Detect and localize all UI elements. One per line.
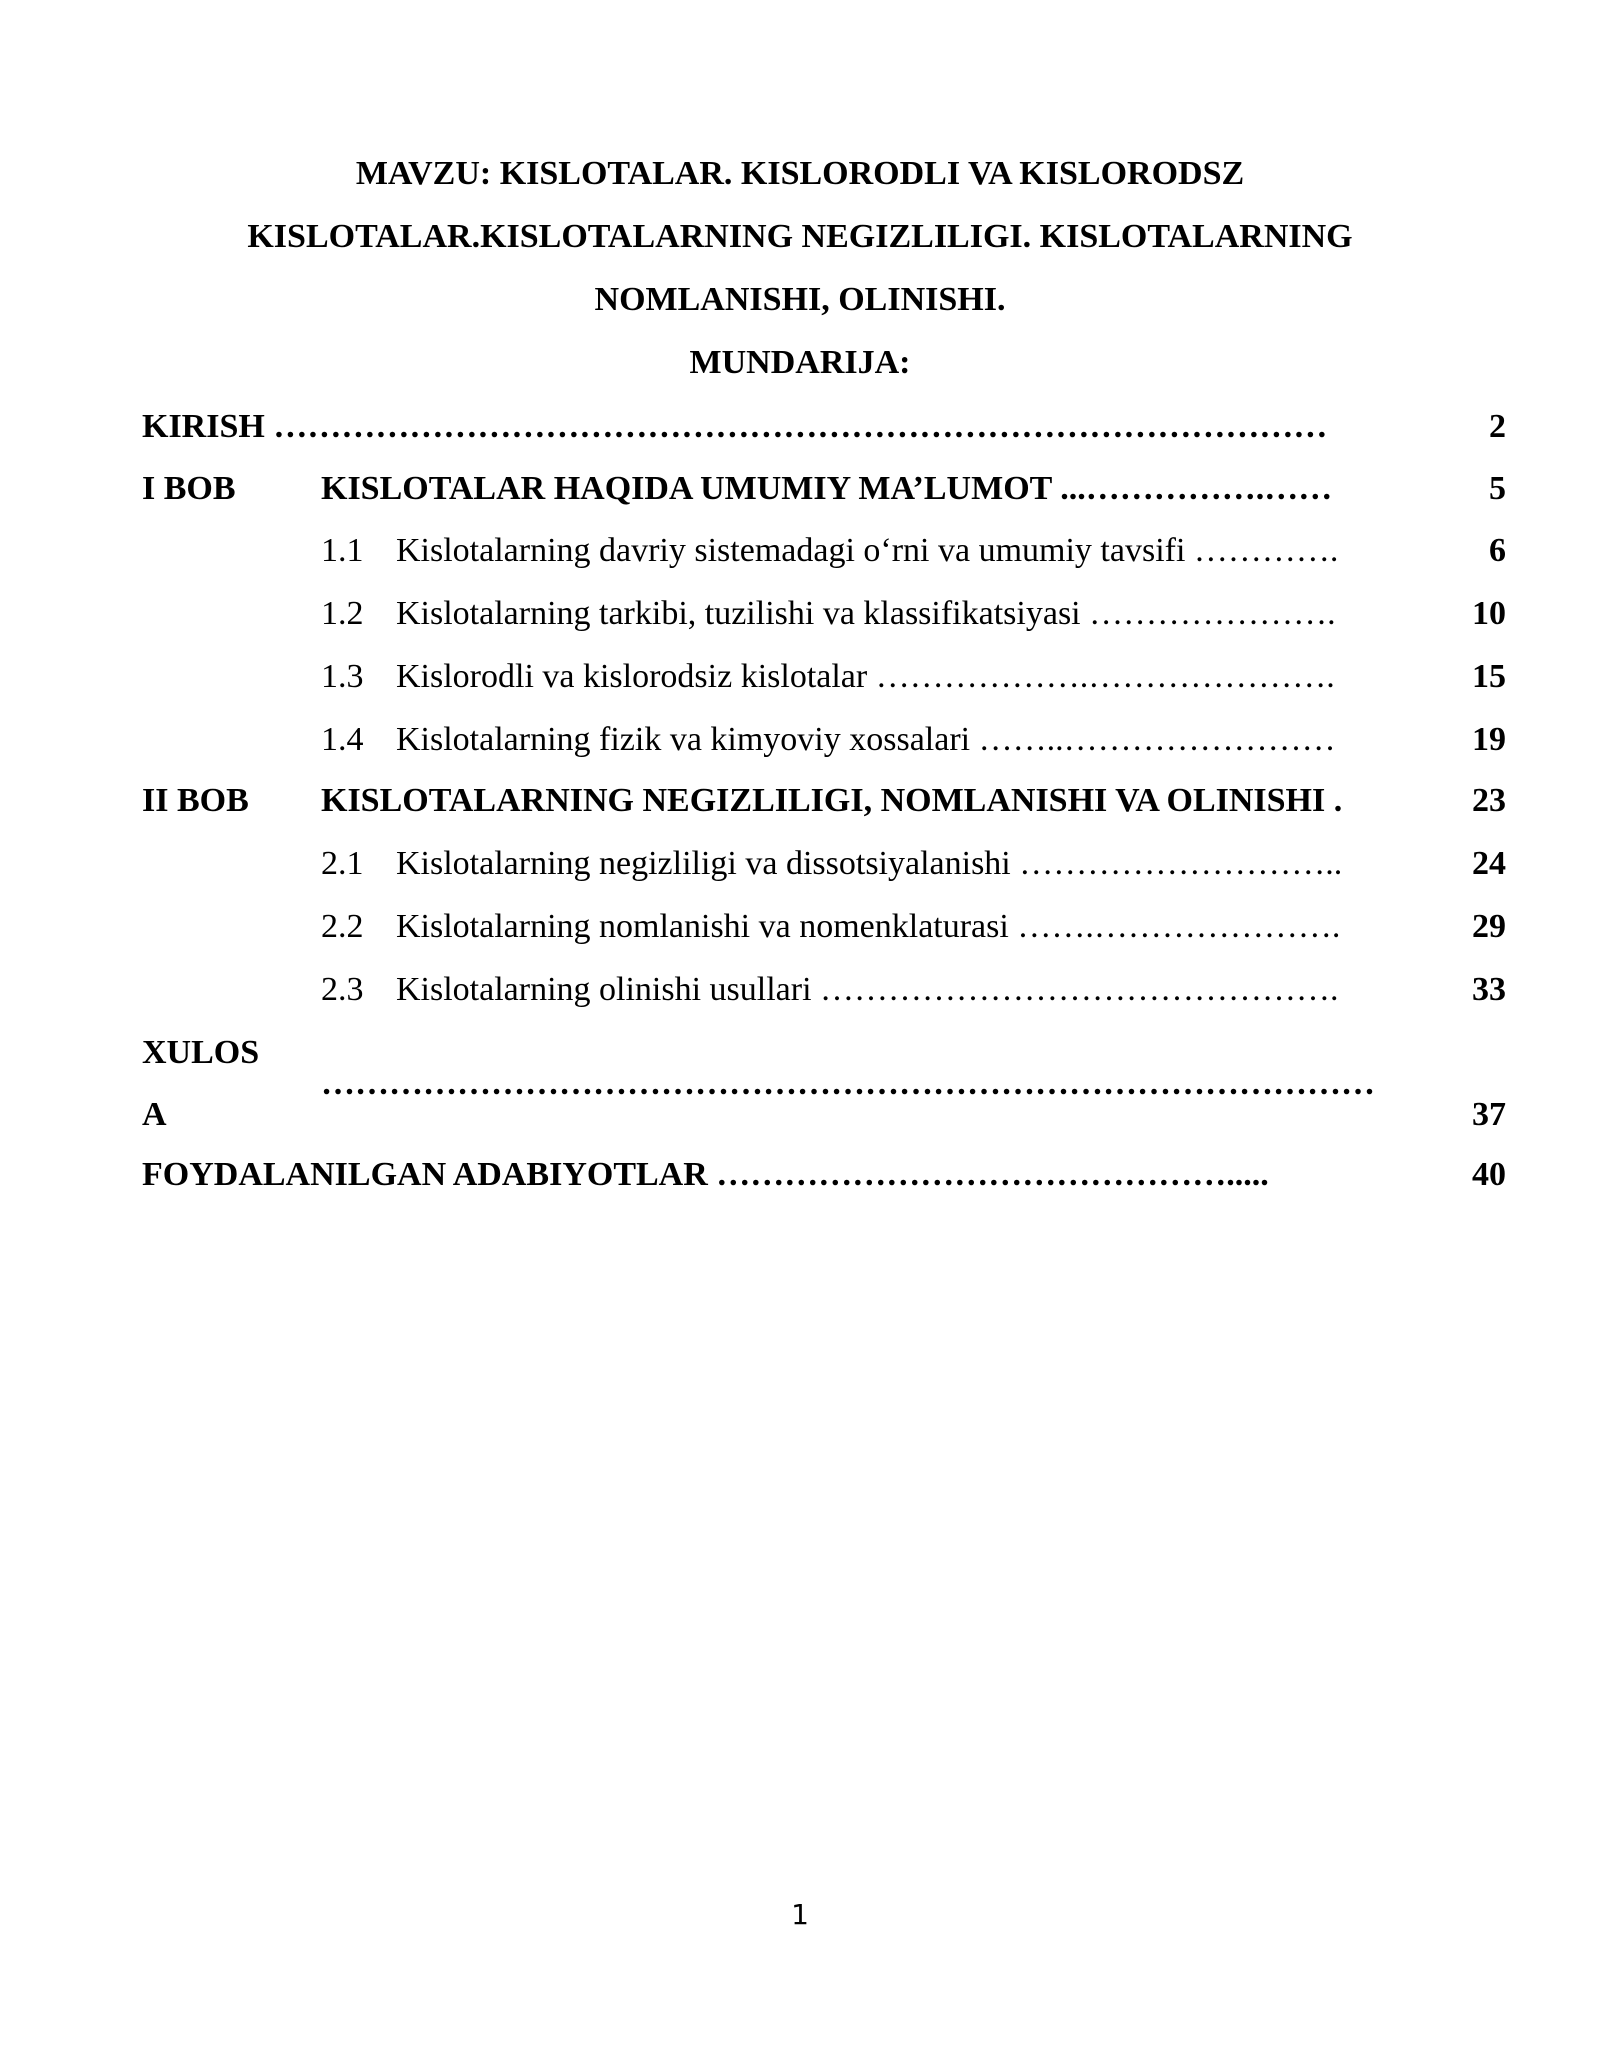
page-number: 1 — [791, 1898, 809, 1931]
toc-page-number: 33 — [1472, 971, 1506, 1008]
toc-entry-section-1-2 — [0, 592, 1600, 636]
toc-page-number: 15 — [1472, 658, 1506, 695]
document-title-line-3: NOMLANISHI, OLINISHI. — [594, 281, 1006, 318]
toc-section-number: 1.1 — [321, 532, 364, 569]
toc-entry-section-2-3 — [0, 968, 1600, 1012]
toc-entry-adabiyotlar — [0, 1153, 1600, 1197]
toc-entry-xulosa — [0, 1093, 1600, 1137]
toc-page-number: 23 — [1472, 782, 1506, 819]
document-title-line-1: MAVZU: KISLOTALAR. KISLORODLI VA KISLORODSZ — [355, 155, 1245, 192]
toc-entry-label: Kislotalarning nomlanishi va nomenklaturasi …….…………………. — [396, 908, 1341, 945]
toc-entry-label: ………………………………………………………………………………… — [321, 1065, 1375, 1102]
document-title-line-2: KISLOTALAR.KISLOTALARNING NEGIZLILIGI. KISLOTALARNING — [247, 218, 1353, 255]
toc-entry-label: KISLOTALAR HAQIDA UMUMIY MA’LUMOT ...…………….…… — [321, 470, 1333, 507]
toc-entry-chapter-2 — [0, 779, 1600, 823]
toc-section-number: 1.3 — [321, 658, 364, 695]
toc-xulosa-prefix-line-2: A — [142, 1096, 167, 1133]
toc-section-number: 2.1 — [321, 845, 364, 882]
toc-page-number: 29 — [1472, 908, 1506, 945]
toc-page-number: 5 — [1489, 470, 1506, 507]
toc-page-number: 37 — [1472, 1096, 1506, 1133]
toc-entry-section-2-2 — [0, 905, 1600, 949]
toc-page-number: 19 — [1472, 721, 1506, 758]
toc-entry-label: FOYDALANILGAN ADABIYOTLAR ………………………………………..... — [142, 1156, 1269, 1193]
toc-page-number: 24 — [1472, 845, 1506, 882]
toc-entry-label: Kislotalarning fizik va kimyoviy xossalari ……..…………………… — [396, 721, 1336, 758]
toc-page-number: 2 — [1489, 408, 1506, 445]
toc-section-number: 1.2 — [321, 595, 364, 632]
toc-xulosa-prefix-line-1: XULOS — [142, 1034, 260, 1071]
toc-entry-chapter-1 — [0, 467, 1600, 511]
toc-section-number: 2.3 — [321, 971, 364, 1008]
toc-entry-kirish — [0, 405, 1600, 449]
contents-heading: MUNDARIJA: — [689, 344, 911, 381]
toc-page-number: 10 — [1472, 595, 1506, 632]
toc-section-number: 2.2 — [321, 908, 364, 945]
toc-entry-label: Kislotalarning davriy sistemadagi o‘rni va umumiy tavsifi …………. — [396, 532, 1339, 569]
toc-entry-label: KIRISH ………………………………………………………………………………… — [142, 408, 1328, 445]
toc-entry-section-1-3 — [0, 655, 1600, 699]
toc-chapter-prefix: II BOB — [142, 782, 249, 819]
toc-entry-label: KISLOTALARNING NEGIZLILIGI, NOMLANISHI VA OLINISHI . — [321, 782, 1343, 819]
toc-entry-label: Kislotalarning tarkibi, tuzilishi va klassifikatsiyasi …………………. — [396, 595, 1336, 632]
toc-page-number: 40 — [1472, 1156, 1506, 1193]
toc-page-number: 6 — [1489, 532, 1506, 569]
toc-entry-section-2-1 — [0, 842, 1600, 886]
toc-entry-label: Kislorodli va kislorodsiz kislotalar ……………….…………………. — [396, 658, 1335, 695]
toc-chapter-prefix: I BOB — [142, 470, 236, 507]
toc-entry-section-1-4 — [0, 718, 1600, 762]
toc-section-number: 1.4 — [321, 721, 364, 758]
toc-entry-section-1-1 — [0, 529, 1600, 573]
toc-entry-label: Kislotalarning negizliligi va dissotsiyalanishi ……………………….. — [396, 845, 1343, 882]
toc-entry-label: Kislotalarning olinishi usullari ………………………………………. — [396, 971, 1339, 1008]
